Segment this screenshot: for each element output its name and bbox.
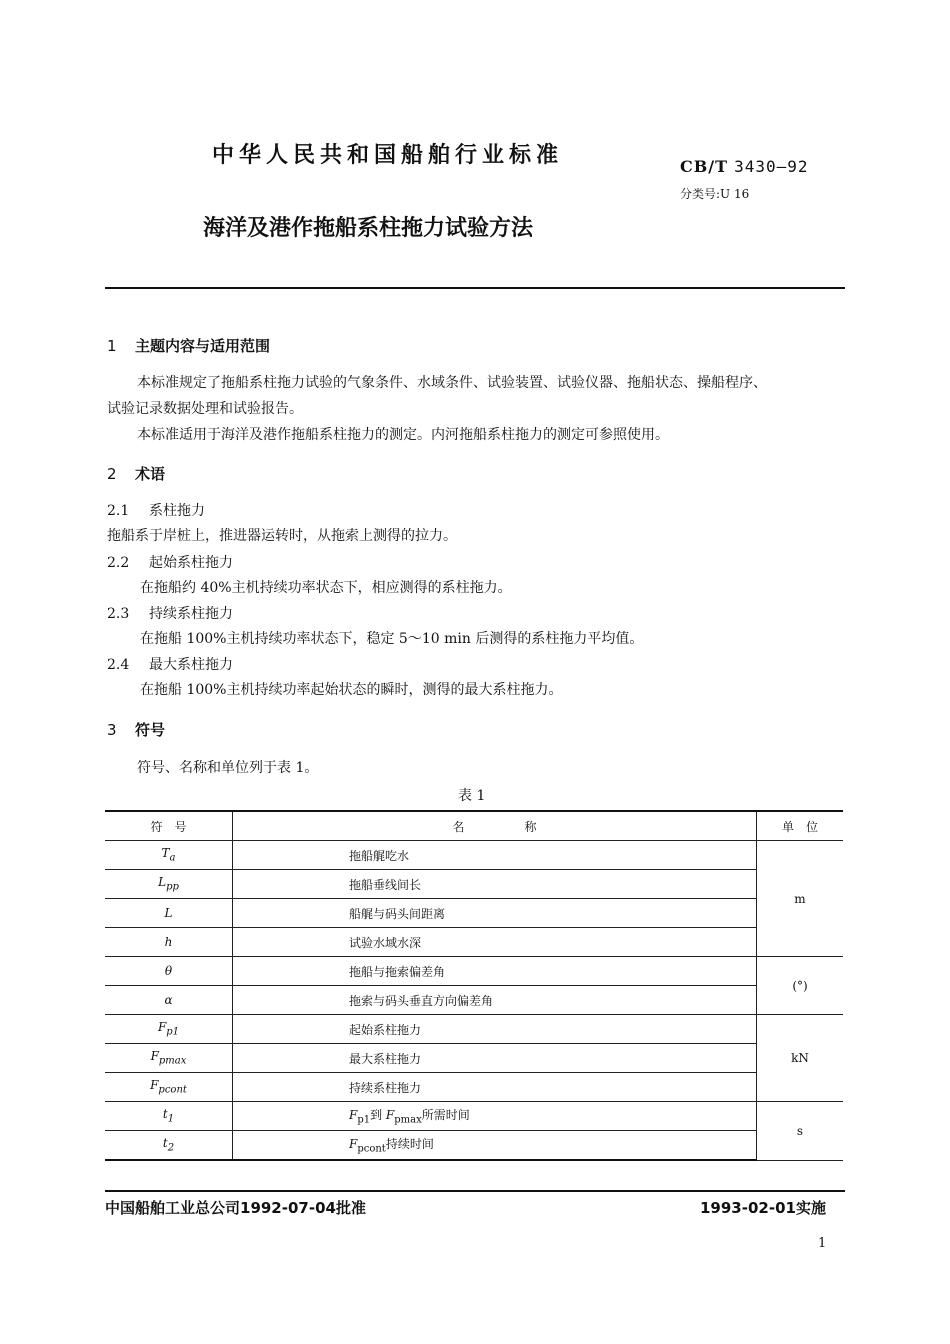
code-prefix: CB/T [680,157,729,176]
term-name: 持续系柱拖力 [149,606,233,622]
section-3-intro: 符号、名称和单位列于表 1。 [137,760,319,776]
term-2-1-definition: 拖船系于岸桩上，推进器运转时，从拖索上测得的拉力。 [107,528,457,544]
unit-cell: s [757,1102,844,1161]
term-2-4-heading [107,654,233,674]
code-number: 3430—92 [734,157,809,176]
name-cell: 最大系柱拖力 [233,1044,757,1073]
header-divider [105,287,845,289]
section-1-para-2: 本标准适用于海洋及港作拖船系柱拖力的测定。内河拖船系柱拖力的测定可参照使用。 [137,427,669,443]
symbol-cell: θ [105,957,233,986]
symbol-cell: $t_1$ [105,1102,233,1131]
name-cell: 拖船与拖索偏差角 [233,957,757,986]
symbol-cell: $F_{p1}$ [105,1015,233,1044]
term-name: 最大系柱拖力 [149,657,233,673]
table-row [105,1015,843,1044]
symbol-cell: α [105,986,233,1015]
term-2-1-heading [107,500,205,520]
table-row [105,1102,843,1131]
table-row [105,957,843,986]
table-caption: 表 1 [458,788,486,804]
section-1-para-1-line-2: 试验记录数据处理和试验报告。 [107,401,303,417]
symbol-cell: $t_2$ [105,1131,233,1161]
symbol-cell: $L_{pp}$ [105,870,233,899]
section-2-heading [107,463,165,484]
table-row [105,841,843,870]
name-cell: $F_{pcont}$持续时间 [233,1131,757,1161]
approval-line: 中国船舶工业总公司1992-07-04批准 [105,1199,366,1217]
table-row [105,870,843,899]
table-row [105,1131,843,1161]
symbol-cell: $T_a$ [105,841,233,870]
table-row [105,1044,843,1073]
section-3-heading [107,719,165,740]
term-name: 起始系柱拖力 [149,555,233,571]
section-number: 3 [107,721,117,739]
term-number: 2.2 [107,555,130,571]
section-title: 符号 [135,721,166,739]
section-1-para-1-line-1: 本标准规定了拖船系柱拖力试验的气象条件、水域条件、试验装置、试验仪器、拖船状态、操船程序、 [137,375,767,391]
footer-divider [105,1190,845,1192]
section-title: 术语 [135,465,166,483]
term-2-2-heading [107,552,233,572]
symbol-cell: h [105,928,233,957]
header-symbol: 符 号 [105,811,233,841]
term-2-4-definition: 在拖船 100%主机持续功率起始状态的瞬时，测得的最大系柱拖力。 [140,682,563,698]
name-cell: 拖船艉吃水 [233,841,757,870]
section-number: 1 [107,337,117,355]
term-2-2-definition: 在拖船约 40%主机持续功率状态下，相应测得的系柱拖力。 [140,580,512,596]
classification-number: 分类号:U 16 [680,187,750,201]
term-2-3-heading [107,603,233,623]
name-cell: $F_{p1}$到 $F_{pmax}$所需时间 [233,1102,757,1131]
header-name: 名 称 [233,811,757,841]
term-number: 2.1 [107,503,130,519]
header-unit: 单 位 [757,811,844,841]
name-cell: 起始系柱拖力 [233,1015,757,1044]
symbol-cell: $F_{pmax}$ [105,1044,233,1073]
standard-title: 中华人民共和国船舶行业标准 [212,143,564,168]
standard-code [680,157,809,176]
name-cell: 拖索与码头垂直方向偏差角 [233,986,757,1015]
implementation-date: 1993-02-01实施 [700,1199,826,1217]
unit-cell: kN [757,1015,844,1102]
term-number: 2.4 [107,657,130,673]
table-header-row [105,811,843,841]
term-number: 2.3 [107,606,130,622]
name-cell: 持续系柱拖力 [233,1073,757,1102]
symbols-table [105,810,843,1161]
name-cell: 拖船垂线间长 [233,870,757,899]
name-cell: 试验水域水深 [233,928,757,957]
document-title: 海洋及港作拖船系柱拖力试验方法 [203,216,534,241]
name-cell: 船艉与码头间距离 [233,899,757,928]
unit-cell: (°) [757,957,844,1015]
section-title: 主题内容与适用范围 [135,337,271,355]
section-number: 2 [107,465,117,483]
table-row [105,1073,843,1102]
term-name: 系柱拖力 [149,503,205,519]
section-1-heading [107,335,270,356]
symbol-cell: $F_{pcont}$ [105,1073,233,1102]
table-row [105,899,843,928]
page-number: 1 [818,1236,827,1251]
symbol-cell: L [105,899,233,928]
table-row [105,986,843,1015]
unit-cell: m [757,841,844,957]
term-2-3-definition: 在拖船 100%主机持续功率状态下，稳定 5～10 min 后测得的系柱拖力平均值。 [140,631,644,647]
table-row [105,928,843,957]
